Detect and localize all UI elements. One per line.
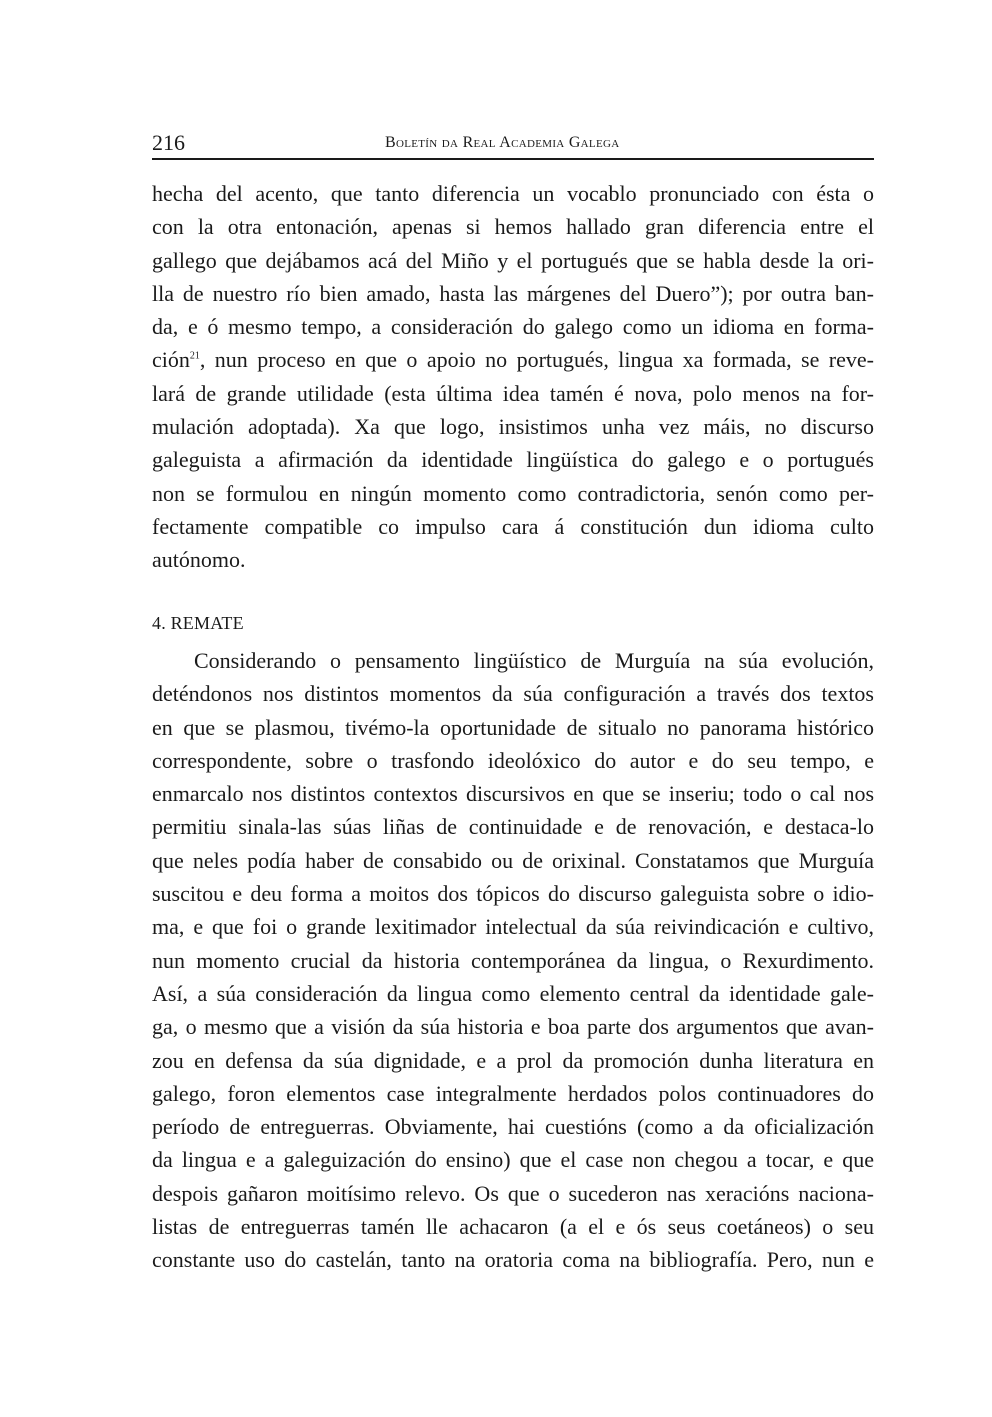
text-line: da, e ó mesmo tempo, a consideración do galego como un idioma en forma- — [152, 314, 874, 340]
text-line: constante uso do castelán, tanto na oratoria coma na bibliografía. Pero, nun e — [152, 1247, 874, 1273]
text-fragment: , nun proceso en que o apoio no portugués, lingua xa formada, se reve- — [199, 347, 874, 373]
text-fragment: ción — [152, 347, 190, 373]
text-line: enmarcalo nos distintos contextos discursivos en que se inseriu; todo o cal nos — [152, 781, 874, 807]
paragraph-continued — [152, 177, 874, 577]
text-line: despois gañaron moitísimo relevo. Os que o sucederon nas xeracións naciona- — [152, 1180, 874, 1206]
text-line: correspondente, sobre o trasfondo ideolóxico do autor e do seu tempo, e — [152, 747, 874, 773]
section-heading: 4. REMATE — [152, 613, 244, 633]
text-line: lará de grande utilidade (esta última idea tamén é nova, polo menos na for- — [152, 380, 874, 406]
text-line: da lingua e a galeguización do ensino) que el case non chegou a tocar, e que — [152, 1147, 874, 1173]
text-line: ma, e que foi o grande lexitimador intelectual da súa reivindicación e cultivo, — [152, 914, 874, 940]
text-line: período de entreguerras. Obviamente, hai cuestións (como a da oficialización — [152, 1114, 874, 1140]
text-line: permitiu sinala-las súas liñas de continuidade e de renovación, e destaca-lo — [152, 814, 874, 840]
text-line: Considerando o pensamento lingüístico de Murguía na súa evolución, — [194, 648, 874, 673]
header-rule — [152, 158, 874, 160]
paragraph-remate — [152, 644, 874, 1277]
page-header — [152, 128, 874, 160]
text-line: ga, o mesmo que a visión da súa historia e boa parte dos argumentos que avan- — [152, 1014, 874, 1040]
text-line: hecha del acento, que tanto diferencia un vocablo pronunciado con ésta o — [152, 181, 874, 206]
text-line: mulación adoptada). Xa que logo, insistimos unha vez máis, no discurso — [152, 414, 874, 440]
text-line: lla de nuestro río bien amado, hasta las márgenes del Duero”); por outra ban- — [152, 280, 874, 306]
running-title: Boletín da Real Academia Galega — [385, 134, 620, 151]
page-number: 216 — [152, 130, 185, 155]
text-line: nun momento crucial da historia contemporánea da lingua, o Rexurdimento. — [152, 947, 874, 973]
text-line: zou en defensa da súa dignidade, e a prol da promoción dunha literatura en — [152, 1047, 874, 1073]
text-line: que neles podía haber de consabido ou de orixinal. Constatamos que Murguía — [152, 847, 874, 873]
text-line: listas de entreguerras tamén lle achacaron (a el e ós seus coetáneos) o seu — [152, 1214, 874, 1240]
text-line: en que se plasmou, tivémo-la oportunidade de situalo no panorama histórico — [152, 714, 874, 740]
footnote-reference[interactable]: 21 — [189, 351, 200, 363]
text-line-with-footnote — [152, 343, 874, 376]
text-line: suscitou e deu forma a moitos dos tópicos do discurso galeguista sobre o idio- — [152, 881, 874, 907]
text-line: Así, a súa consideración da lingua como elemento central da identidade gale- — [152, 980, 874, 1006]
text-line: deténdonos nos distintos momentos da súa configuración a través dos textos — [152, 681, 874, 707]
text-line: autónomo. — [152, 547, 246, 573]
text-line: galego, foron elementos case integralmente herdados polos continuadores do — [152, 1080, 874, 1106]
text-line: non se formulou en ningún momento como contradictoria, senón como per- — [152, 480, 874, 506]
text-line: gallego que dejábamos acá del Miño y el portugués que se habla desde la ori- — [152, 247, 874, 273]
text-line: fectamente compatible co impulso cara á constitución dun idioma culto — [152, 513, 874, 539]
text-line: con la otra entonación, apenas si hemos hallado gran diferencia entre el — [152, 214, 874, 240]
text-line: galeguista a afirmación da identidade lingüística do galego e o portugués — [152, 447, 874, 473]
